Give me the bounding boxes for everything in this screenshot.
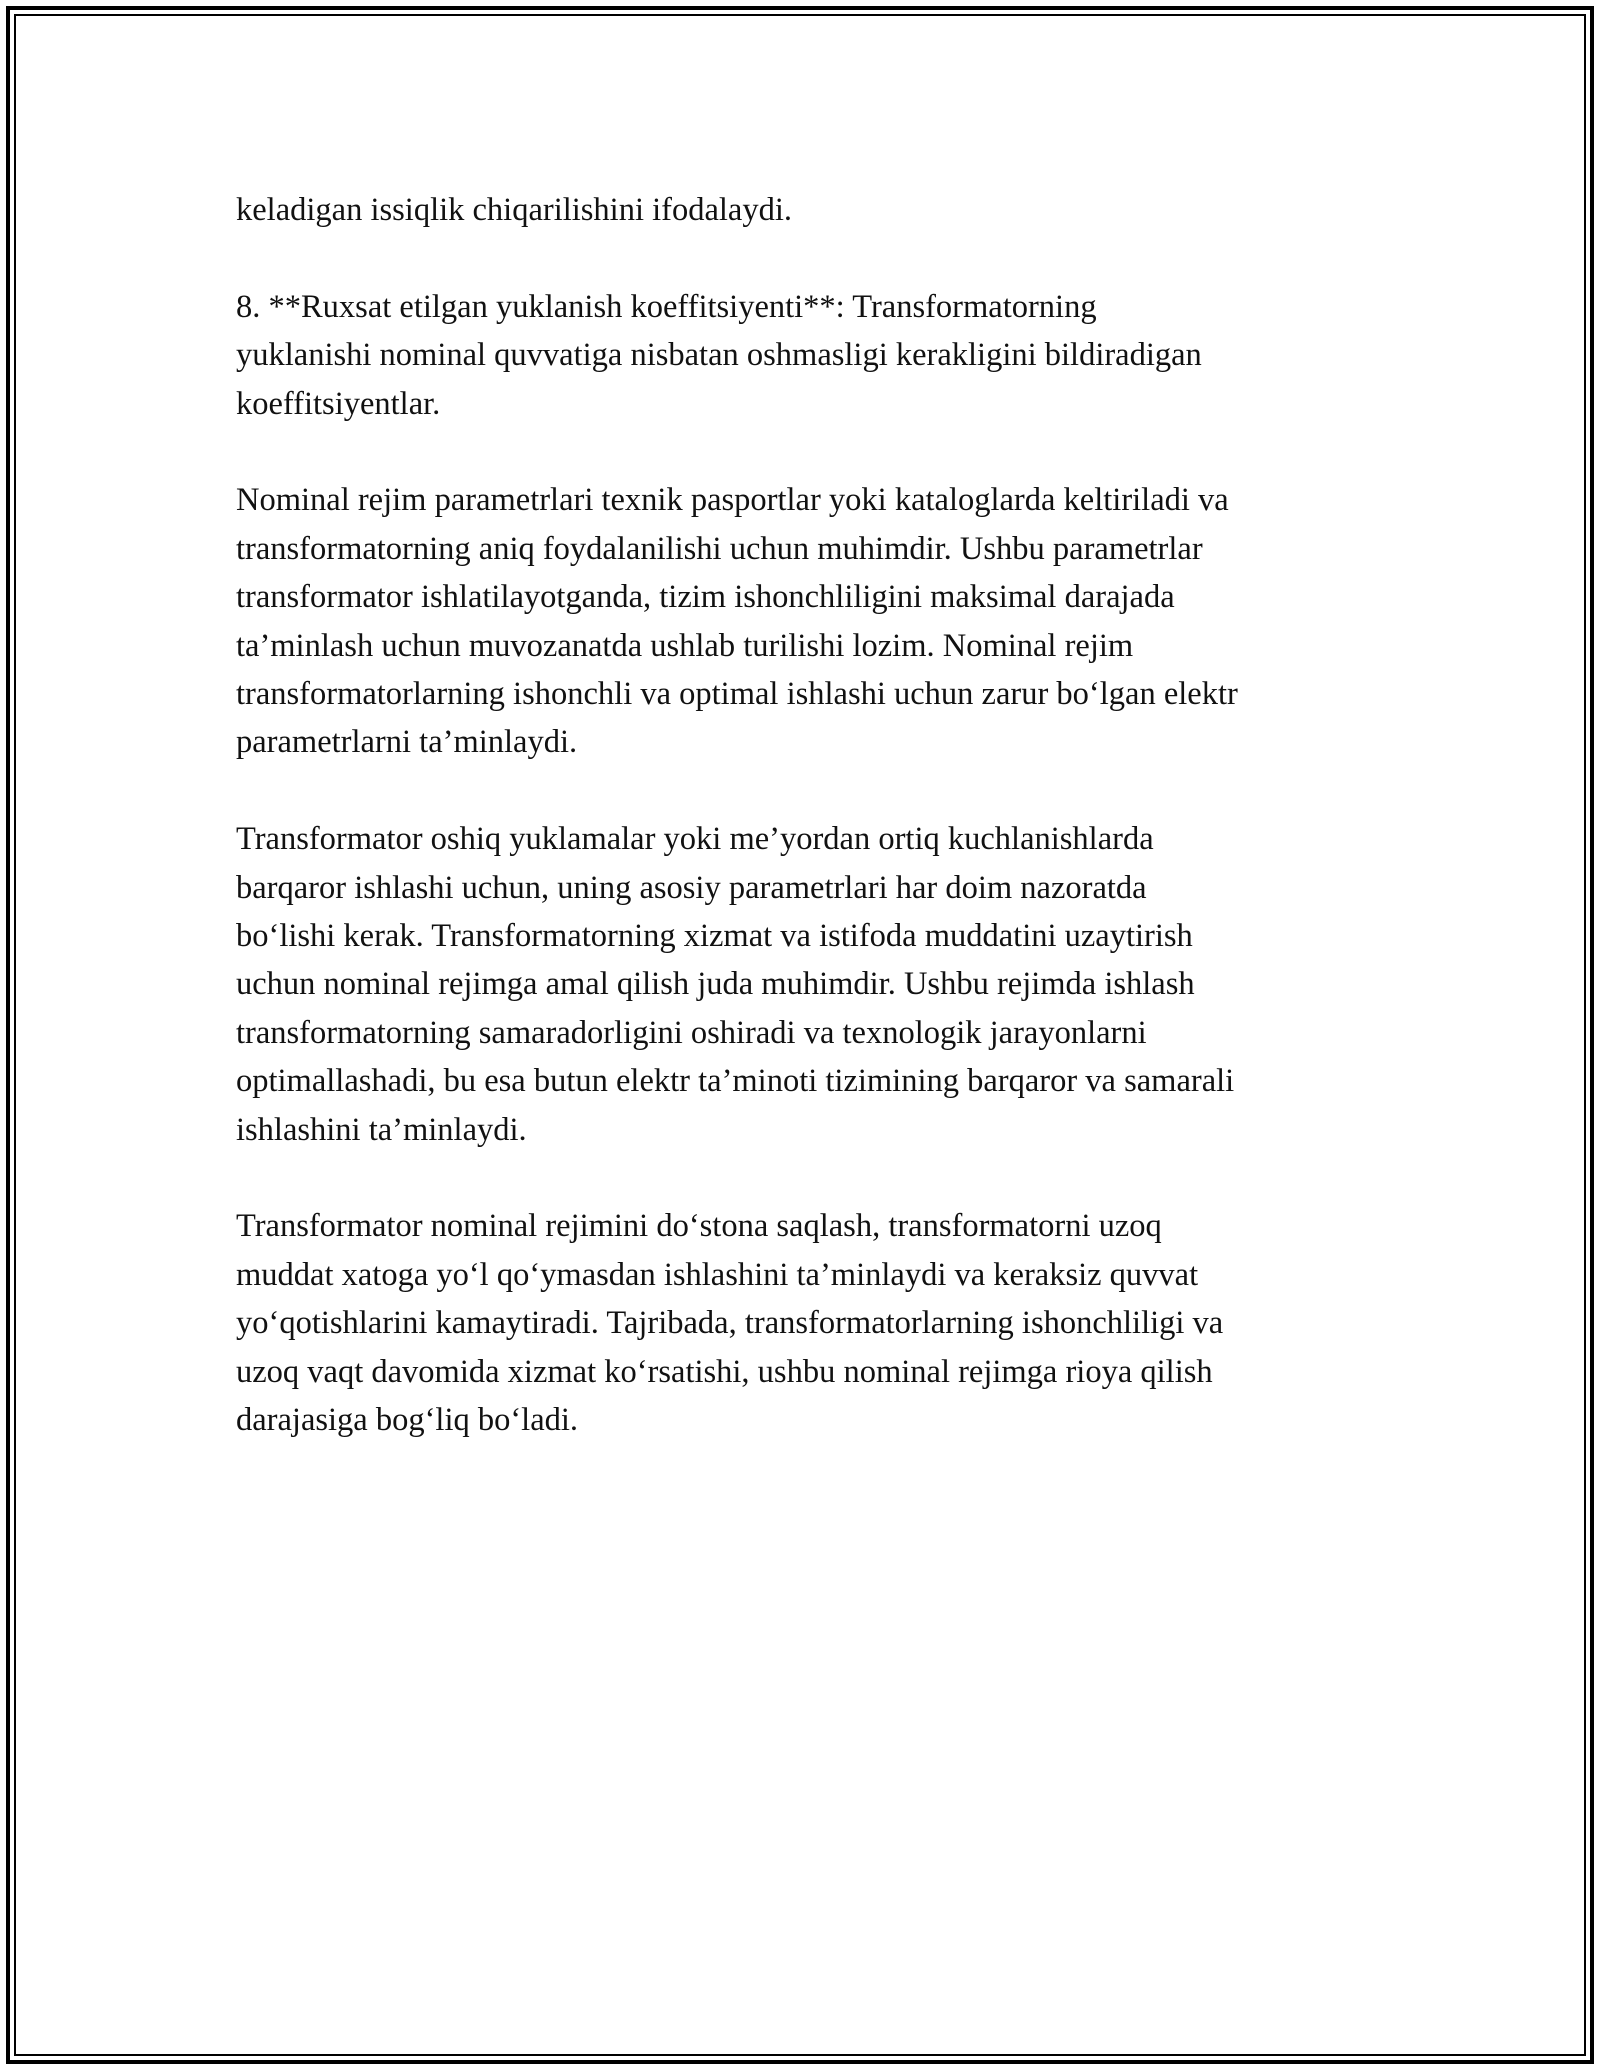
text-line: darajasiga bogʻliq boʻladi. — [236, 1402, 579, 1439]
text-line: 8. **Ruxsat etilgan yuklanish koeffitsiyenti**: Transformatorning — [236, 288, 1097, 325]
text-line: koeffitsiyentlar. — [236, 385, 441, 422]
text-line: uchun nominal rejimga amal qilish juda muhimdir. Ushbu rejimda ishlash — [236, 966, 1195, 1003]
paragraph-nominal-parameters — [236, 476, 1386, 766]
text-line: yuklanishi nominal quvvatiga nisbatan oshmasligi kerakligini bildiradigan — [236, 337, 1202, 374]
text-line: Transformator nominal rejimini doʻstona saqlash, transformatorni uzoq — [236, 1208, 1162, 1245]
paragraph-heat-output-continuation — [236, 186, 1386, 234]
document-body — [236, 186, 1386, 1493]
text-line: optimallashadi, bu esa butun elektr ta’minoti tizimining barqaror va samarali — [236, 1063, 1235, 1100]
paragraph-load-coefficient — [236, 283, 1386, 428]
text-line: barqaror ishlashi uchun, uning asosiy parametrlari har doim nazoratda — [236, 869, 1147, 906]
text-line: transformatorning aniq foydalanilishi uchun muhimdir. Ushbu parametrlar — [236, 530, 1203, 567]
text-line: Nominal rejim parametrlari texnik pasportlar yoki kataloglarda keltiriladi va — [236, 482, 1229, 519]
text-line: transformatorning samaradorligini oshiradi va texnologik jarayonlarni — [236, 1014, 1147, 1051]
text-line: muddat xatoga yoʻl qoʻymasdan ishlashini ta’minlaydi va keraksiz quvvat — [236, 1256, 1199, 1293]
text-line: ishlashini ta’minlaydi. — [236, 1111, 527, 1148]
text-line: boʻlishi kerak. Transformatorning xizmat va istifoda muddatini uzaytirish — [236, 918, 1193, 955]
text-line: ta’minlash uchun muvozanatda ushlab turilishi lozim. Nominal rejim — [236, 627, 1134, 664]
text-line: uzoq vaqt davomida xizmat koʻrsatishi, ushbu nominal rejimga rioya qilish — [236, 1353, 1213, 1390]
text-line: yoʻqotishlarini kamaytiradi. Tajribada, transformatorlarning ishonchliligi va — [236, 1305, 1224, 1342]
text-line: transformator ishlatilayotganda, tizim ishonchliligini maksimal darajada — [236, 579, 1175, 616]
text-line: Transformator oshiq yuklamalar yoki me’yordan ortiq kuchlanishlarda — [236, 821, 1154, 858]
text-line: transformatorlarning ishonchli va optimal ishlashi uchun zarur boʻlgan elektr — [236, 676, 1238, 713]
text-line: parametrlarni ta’minlaydi. — [236, 724, 578, 761]
paragraph-nominal-mode-reliability — [236, 1202, 1386, 1444]
text-line: keladigan issiqlik chiqarilishini ifodalaydi. — [236, 192, 793, 228]
paragraph-overload-control — [236, 815, 1386, 1154]
